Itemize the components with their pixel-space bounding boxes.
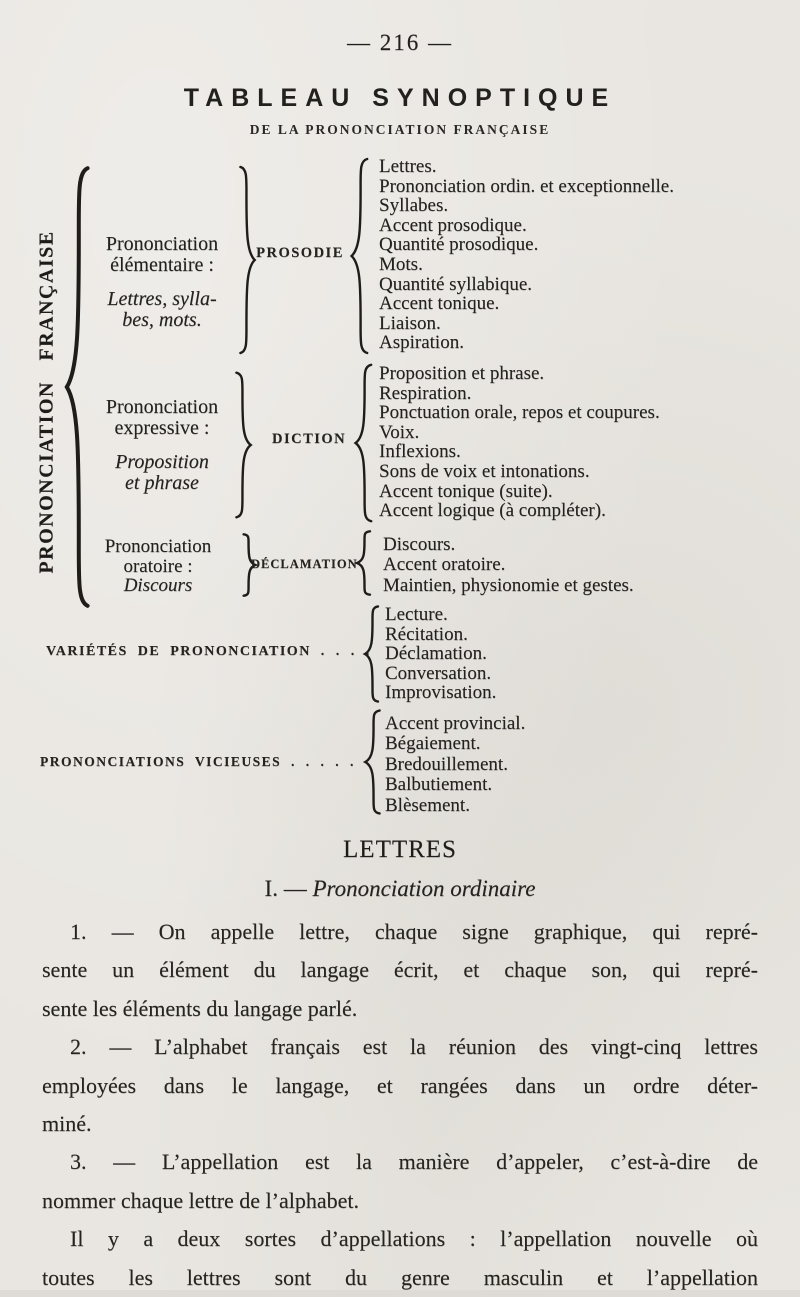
- group1-open-brace: [348, 158, 372, 354]
- list-item: Bégaiement.: [385, 733, 481, 755]
- group2-items: [379, 364, 660, 521]
- group1-label: [86, 234, 238, 331]
- section-subheading: [0, 876, 800, 902]
- label-line: Lettres, sylla-: [107, 288, 217, 310]
- label-line: oratoire :: [123, 555, 193, 577]
- vicieuses-items: [385, 714, 525, 816]
- section-heading: LETTRES: [343, 836, 457, 863]
- list-item: Quantité syllabique.: [379, 273, 533, 295]
- list-item: Blèsement.: [385, 794, 470, 816]
- label-line: et phrase: [125, 472, 199, 494]
- list-item: Accent tonique.: [379, 293, 500, 315]
- text-line: 2. — L’alphabet français est la réunion des vingt-cinq lettres: [70, 1034, 758, 1060]
- label-line: Proposition: [115, 451, 209, 473]
- list-item: Récitation.: [385, 623, 468, 645]
- text-line: nommer chaque lettre de l’alphabet.: [42, 1187, 360, 1213]
- list-item: Balbutiement.: [385, 774, 493, 796]
- subheading-numeral: I. —: [264, 876, 313, 901]
- list-item: Syllabes.: [379, 195, 449, 217]
- group3-category: DÉCLAMATION: [251, 557, 358, 571]
- list-item: Accent prosodique.: [379, 214, 527, 236]
- page-number: — 216 —: [347, 30, 453, 55]
- list-item: Respiration.: [379, 382, 472, 404]
- paragraph: [42, 913, 758, 1028]
- text-line: 1. — On appelle lettre, chaque signe graphique, qui repré-: [70, 919, 758, 944]
- list-item: Liaison.: [379, 312, 441, 334]
- label-line: Prononciation: [104, 536, 212, 557]
- text-line: sente un élément du langage écrit, et chaque son, qui repré-: [42, 957, 758, 983]
- list-item: Bredouillement.: [385, 753, 508, 775]
- varietes-label: VARIÉTÉS DE PRONONCIATION . . . .: [46, 644, 371, 659]
- group2-category: DICTION: [272, 431, 347, 447]
- list-item: Improvisation.: [385, 682, 497, 704]
- list-item: Lettres.: [379, 156, 437, 177]
- list-item: Maintien, physionomie et gestes.: [383, 574, 634, 596]
- label-line: Prononciation: [105, 396, 219, 418]
- page-subtitle: DE LA PRONONCIATION FRANÇAISE: [249, 122, 551, 137]
- root-label: PRONONCIATION FRANÇAISE: [35, 230, 58, 574]
- list-item: Discours.: [383, 534, 456, 555]
- text-line: Il y a deux sortes d’appellations : l’appellation nouvelle où: [70, 1226, 758, 1252]
- text-line: toutes les lettres sont du genre masculin et l’appellation: [42, 1264, 758, 1290]
- paragraph: [42, 1028, 758, 1143]
- list-item: Prononciation ordin. et exceptionnelle.: [379, 175, 674, 197]
- list-item: Accent tonique (suite).: [379, 480, 553, 502]
- list-item: Quantité prosodique.: [379, 234, 539, 256]
- list-item: Inflexions.: [379, 441, 461, 463]
- list-item: Accent provincial.: [385, 713, 526, 734]
- label-line: élémentaire :: [110, 254, 214, 276]
- list-item: Proposition et phrase.: [379, 363, 545, 384]
- label-line: Prononciation: [105, 233, 219, 255]
- list-item: Conversation.: [385, 662, 492, 684]
- list-item: Lecture.: [385, 604, 448, 625]
- list-item: Sons de voix et intonations.: [379, 460, 590, 482]
- list-item: Ponctuation orale, repos et coupures.: [379, 402, 660, 424]
- group2-open-brace: [352, 364, 376, 522]
- page-title: TABLEAU SYNOPTIQUE: [183, 84, 617, 112]
- text-line: employées dans le langage, et rangées dans un ordre déter-: [42, 1072, 758, 1098]
- list-item: Mots.: [379, 253, 423, 275]
- text-line: sente les éléments du langage parlé.: [42, 995, 358, 1021]
- vicieuses-open-brace: [362, 710, 384, 814]
- group3-items: [383, 535, 634, 596]
- varietes-items: [385, 605, 496, 703]
- list-item: Voix.: [379, 421, 420, 443]
- list-item: Accent oratoire.: [383, 554, 506, 576]
- label-line: Discours: [123, 575, 193, 596]
- group1-category: PROSODIE: [256, 245, 344, 261]
- list-item: Accent logique (à compléter).: [379, 500, 606, 522]
- list-item: Aspiration.: [379, 332, 464, 354]
- subheading-title: Prononciation ordinaire: [312, 876, 536, 901]
- group2-label: [86, 397, 238, 494]
- label-line: expressive :: [114, 417, 210, 439]
- group1-close-brace: [236, 166, 258, 354]
- label-line: bes, mots.: [122, 309, 202, 331]
- list-item: Déclamation.: [385, 643, 487, 665]
- paragraph: [42, 1143, 758, 1220]
- group1-items: [379, 157, 674, 353]
- text-line: miné.: [42, 1111, 92, 1137]
- paragraph: [42, 1220, 758, 1297]
- text-line: 3. — L’appellation est la manière d’appeler, c’est-à-dire de: [70, 1149, 758, 1175]
- group3-label: [88, 537, 228, 596]
- vicieuses-label: PRONONCIATIONS VICIEUSES . . . . .: [40, 754, 355, 769]
- body-text: [42, 913, 758, 1297]
